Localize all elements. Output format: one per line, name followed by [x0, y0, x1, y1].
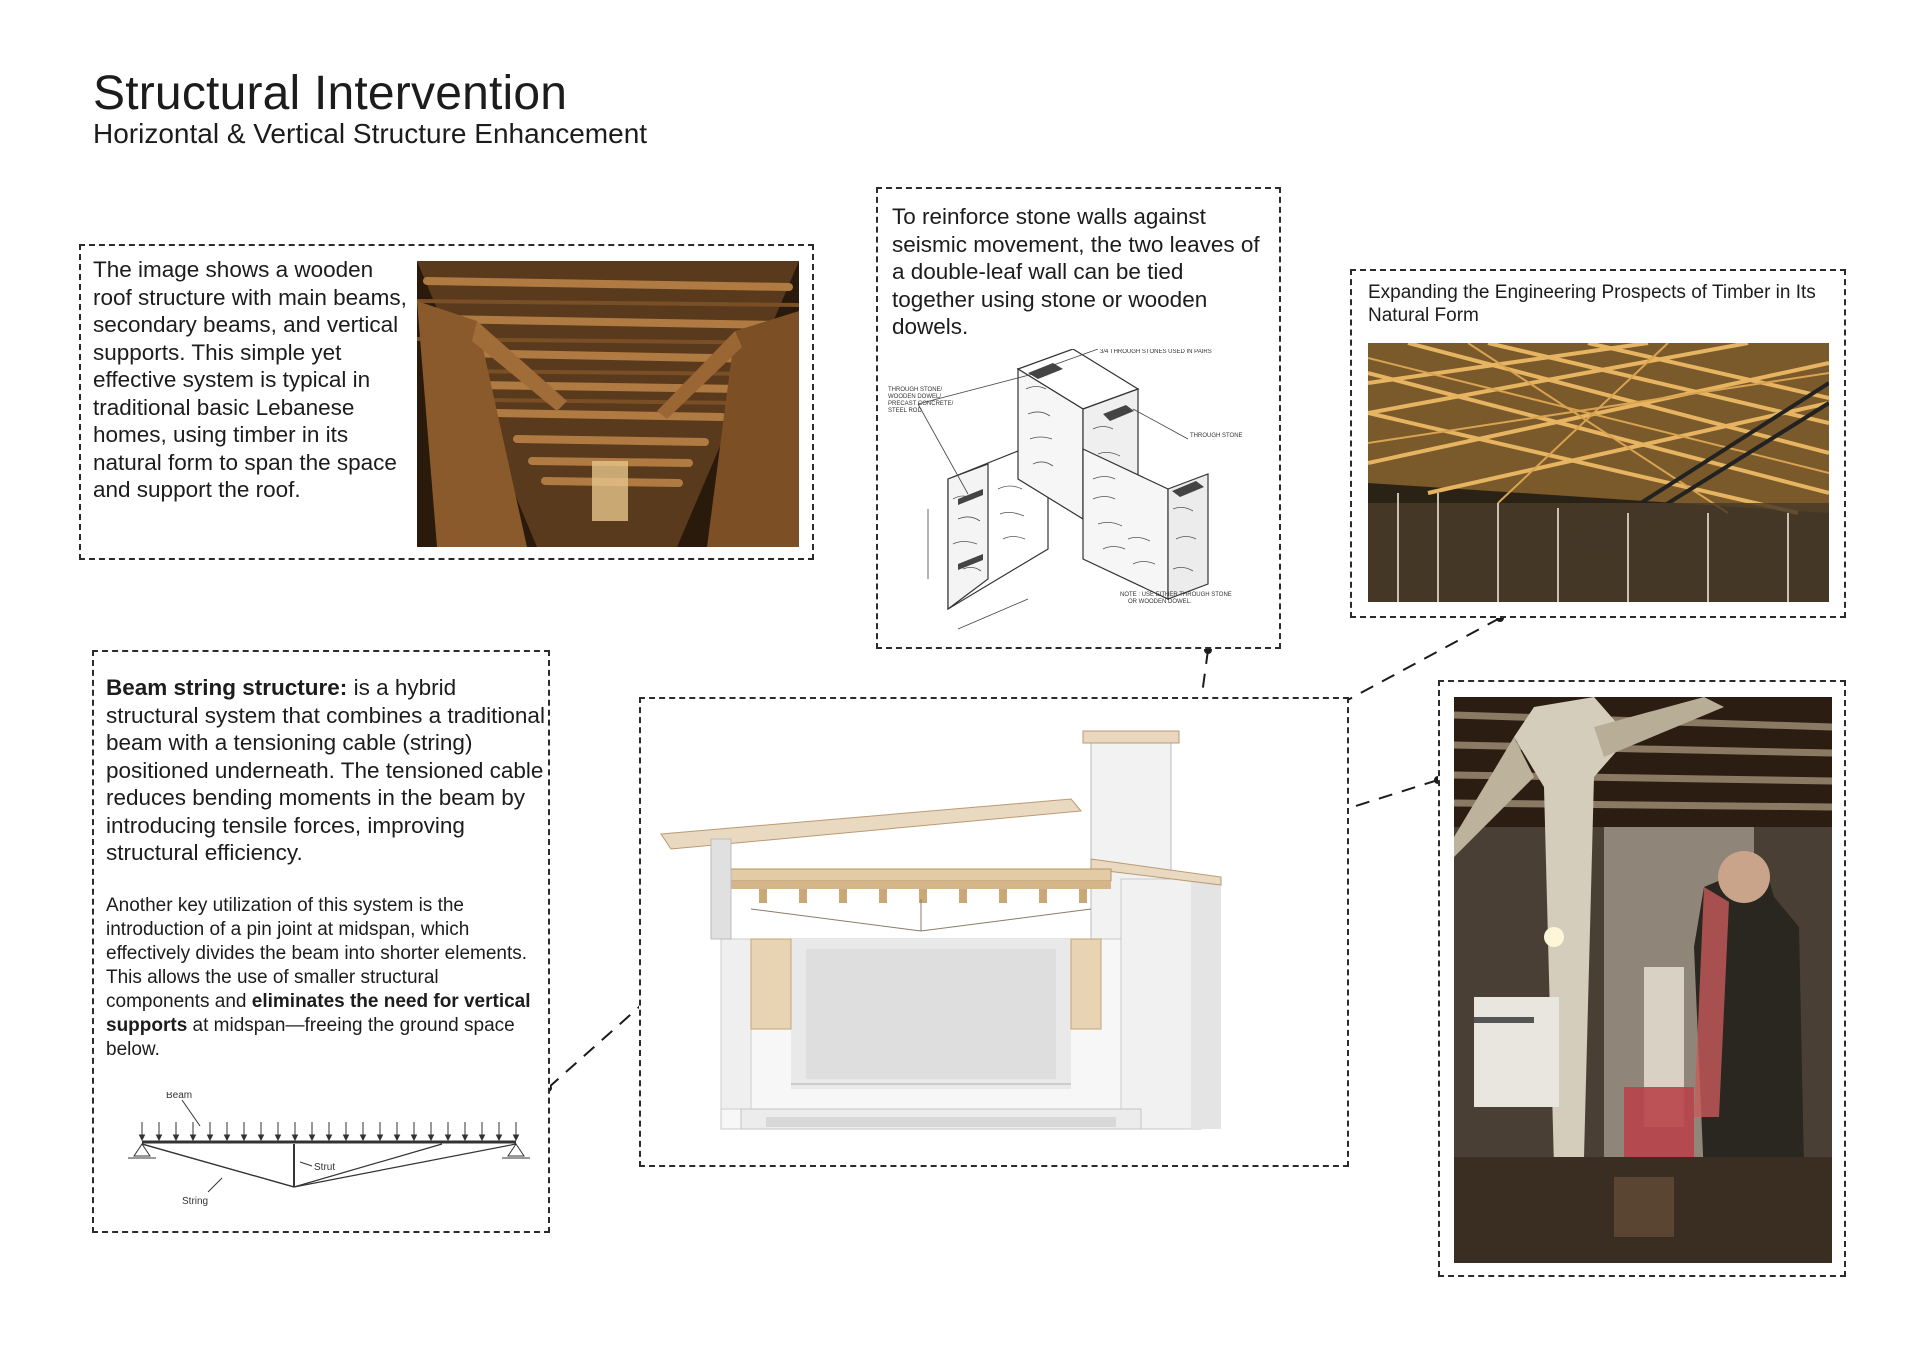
- load-arrow-head: [344, 1135, 349, 1140]
- load-arrow-head: [412, 1135, 417, 1140]
- load-arrow-head: [242, 1135, 247, 1140]
- label-note-2: OR WOODEN DOWEL.: [1128, 599, 1192, 605]
- load-arrow-head: [514, 1135, 519, 1140]
- label-dowel-2: WOODEN DOWEL/: [888, 394, 942, 400]
- label-strut: Strut: [314, 1162, 336, 1173]
- label-dowel-4: STEEL ROD: [888, 408, 922, 414]
- timber-lattice-roof-photo: [1368, 343, 1829, 602]
- load-arrow-head: [446, 1135, 451, 1140]
- page-title: Structural Intervention: [93, 67, 568, 120]
- roof-description: The image shows a wooden roof structure with main beams, secondary beams, and vertical supports. This simple yet effective system is typical in traditional basic Lebanese homes, using timber in its natural form to span the space and support the roof.: [93, 257, 407, 502]
- wooden-roof-photo: [417, 261, 799, 547]
- load-arrow-head: [174, 1135, 179, 1140]
- beam-string-definition-text: is a hybrid structural system that combines a traditional beam with a tensioning cable (string) positioned underneath. The tensioned cable reduces bending moments in the beam by introducing tensile forces, improving structural efficiency.: [106, 675, 545, 865]
- wall-panel: [876, 187, 1281, 649]
- load-arrow-head: [378, 1135, 383, 1140]
- load-arrow-head: [191, 1135, 196, 1140]
- page-subtitle: Horizontal & Vertical Structure Enhancement: [93, 118, 648, 149]
- label-string: String: [182, 1196, 209, 1207]
- pin-joint-emphasis: eliminates the need for vertical supports: [106, 991, 531, 1036]
- beam-string-term: Beam string structure:: [106, 675, 348, 700]
- timber-caption: Expanding the Engineering Prospects of Timber in Its Natural Form: [1368, 282, 1816, 326]
- load-arrow-head: [293, 1135, 298, 1140]
- label-beam: Beam: [166, 1092, 193, 1101]
- building-section-render: [651, 709, 1341, 1159]
- pin-joint-text-a: Another key utilization of this system is the introduction of a pin joint at midspan, which effectively divides the beam into shorter elements. This allows the use of smaller structural components and: [106, 895, 528, 1012]
- column-panel: [1438, 680, 1846, 1277]
- load-arrow-head: [327, 1135, 332, 1140]
- timber-panel: [1350, 269, 1846, 618]
- load-arrow-head: [157, 1135, 162, 1140]
- load-arrow-head: [208, 1135, 213, 1140]
- load-arrow-head: [276, 1135, 281, 1140]
- load-arrow-head: [361, 1135, 366, 1140]
- load-arrow-head: [463, 1135, 468, 1140]
- label-dowel-3: PRECAST CONCRETE/: [888, 401, 954, 407]
- load-arrow-head: [140, 1135, 145, 1140]
- label-through-stones: 3/4 THROUGH STONES USED IN PAIRS: [1100, 349, 1212, 355]
- label-note-1: NOTE : USE EITHER THROUGH STONE: [1120, 592, 1232, 598]
- roof-panel: [79, 244, 814, 560]
- beam-string-panel: [92, 650, 550, 1233]
- tree-trunk-column-interior-photo: [1454, 697, 1832, 1263]
- wall-description: To reinforce stone walls against seismic movement, the two leaves of a double-leaf wall can be tied together using stone or wooden dowels.: [892, 204, 1260, 339]
- beam-string-definition: [106, 674, 546, 867]
- double-leaf-stone-wall-drawing: [888, 349, 1273, 639]
- load-arrow-head: [497, 1135, 502, 1140]
- load-arrow-head: [429, 1135, 434, 1140]
- load-arrow-head: [395, 1135, 400, 1140]
- load-arrow-head: [259, 1135, 264, 1140]
- section-panel: [639, 697, 1349, 1167]
- load-arrow-head: [225, 1135, 230, 1140]
- label-dowel-1: THROUGH STONE/: [888, 387, 943, 393]
- beam-string-diagram: [124, 1092, 534, 1212]
- load-arrow-head: [480, 1135, 485, 1140]
- pin-joint-text-b: at midspan—freeing the ground space below.: [106, 1015, 515, 1060]
- pin-joint-paragraph: [106, 894, 546, 1062]
- label-through-stone: THROUGH STONE: [1190, 433, 1243, 439]
- load-arrow-head: [310, 1135, 315, 1140]
